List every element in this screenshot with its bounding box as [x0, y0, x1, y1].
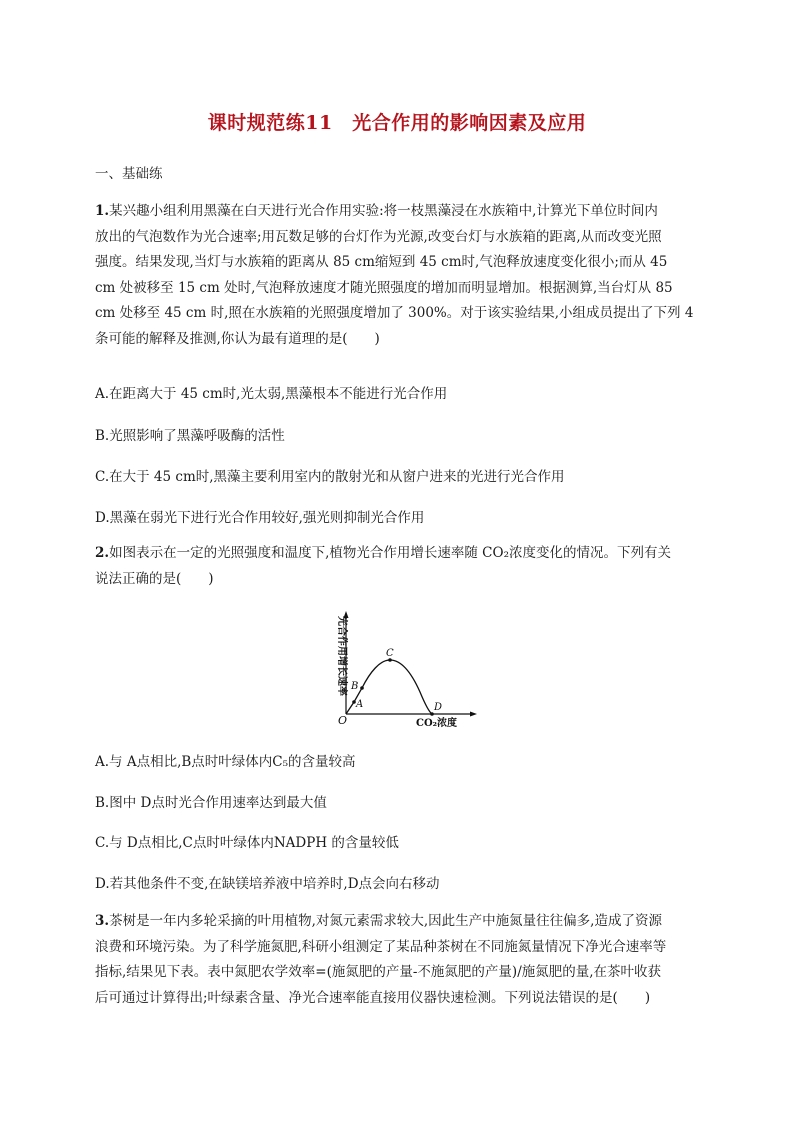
option-d: D.黑藻在弱光下进行光合作用较好,强光则抑制光合作用 [95, 510, 425, 526]
question-1-line: 放出的气泡数作为光合速率;用瓦数足够的台灯作为光源,改变台灯与水族箱的距离,从而改变光照 [95, 228, 662, 245]
question-text: 某兴趣小组利用黑藻在白天进行光合作用实验:将一枝黑藻浸在水族箱中,计算光下单位时间内 [109, 203, 658, 219]
point-b-label: B [351, 681, 359, 692]
question-3-line: 浪费和环境污染。为了科学施氮肥,科研小组测定了某品种茶树在不同施氮量情况下净光合速率等 [95, 938, 667, 955]
question-3 [95, 909, 695, 1011]
question-3-line: 后可通过计算得出;叶绿素含量、净光合速率能直接用仪器快速检测。下列说法错误的是( ) [95, 989, 651, 1006]
y-axis-label: 光合作用增长速率 [336, 616, 347, 696]
question-1-line [95, 199, 695, 225]
point-b-marker [360, 686, 364, 690]
question-2 [95, 541, 695, 592]
option-b: B.光照影响了黑藻呼吸酶的活性 [95, 428, 285, 444]
co2-rate-chart [324, 610, 484, 728]
question-1-line: cm 处移至 45 cm 时,照在水族箱的光照强度增加了 300%。对于该实验结果,小组成员提出了下列 4 [95, 305, 694, 321]
x-axis-label: CO₂浓度 [416, 718, 458, 728]
point-d-label: D [434, 702, 443, 713]
point-c-label: C [386, 648, 394, 659]
question-number: 1. [95, 203, 110, 219]
section-heading: 一、基础练 [95, 166, 163, 182]
page-title: 课时规范练11 光合作用的影响因素及应用 [207, 112, 587, 134]
question-1 [95, 199, 695, 352]
question-text: 茶树是一年内多轮采摘的叶用植物,对氮元素需求较大,因此生产中施氮量往往偏多,造成了资源 [109, 913, 662, 929]
option-c: C.在大于 45 cm时,黑藻主要利用室内的散射光和从窗户进来的光进行光合作用 [95, 469, 565, 485]
question-number: 3. [95, 913, 110, 929]
question-3-line: 指标,结果见下表。表中氮肥农学效率=(施氮肥的产量-不施氮肥的产量)/施氮肥的量,在茶叶收获 [95, 964, 662, 980]
option-c: C.与 D点相比,C点时叶绿体内NADPH 的含量较低 [95, 835, 399, 851]
question-text: 如图表示在一定的光照强度和温度下,植物光合作用增长速率随 CO₂浓度变化的情况。下列有关 [109, 545, 671, 561]
question-1-line: 强度。结果发现,当灯与水族箱的距离从 85 cm缩短到 45 cm时,气泡释放速度变化很小;而从 45 [95, 254, 668, 270]
origin-label: O [338, 714, 348, 727]
question-3-line [95, 909, 695, 935]
question-2-line: 说法正确的是( ) [95, 570, 214, 587]
question-1-line: 条可能的解释及推测,你认为最有道理的是( ) [95, 330, 380, 347]
option-a: A.在距离大于 45 cm时,光太弱,黑藻根本不能进行光合作用 [95, 386, 448, 402]
option-d: D.若其他条件不变,在缺镁培养液中培养时,D点会向右移动 [95, 876, 440, 892]
question-number: 2. [95, 545, 110, 561]
option-a: A.与 A点相比,B点时叶绿体内C₅的含量较高 [95, 754, 356, 770]
x-axis-arrow [470, 712, 477, 717]
option-b: B.图中 D点时光合作用速率达到最大值 [95, 795, 327, 811]
question-1-line: cm 处被移至 15 cm 处时,气泡释放速度才随光照强度的增加而明显增加。根据测算,当台灯从 85 [95, 279, 673, 296]
point-a-label: A [356, 699, 364, 710]
question-2-line [95, 541, 695, 567]
